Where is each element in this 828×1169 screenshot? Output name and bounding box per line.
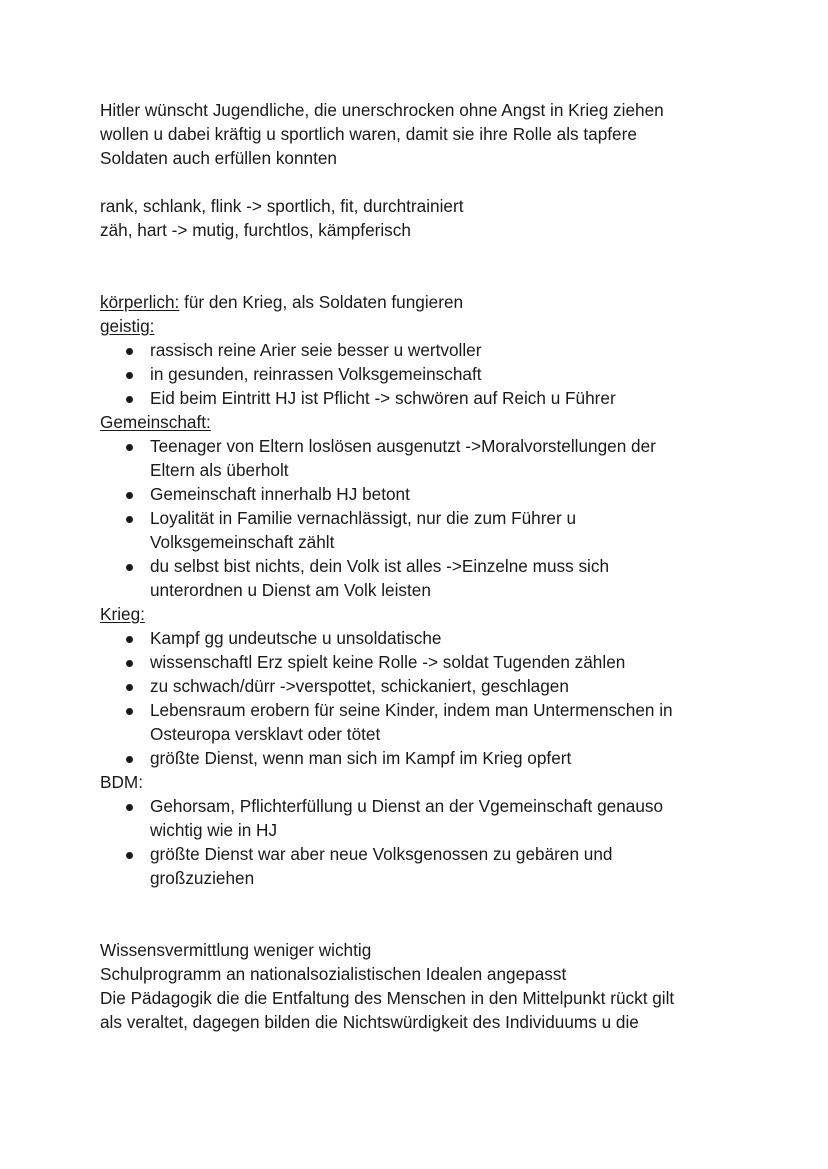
krieg-heading: Krieg: [100,604,145,624]
bullet-icon [126,372,133,379]
list-item-line: Loyalität in Familie vernachlässigt, nur die zum Führer u [150,508,577,528]
bullet-icon [126,348,133,355]
bdm-heading: BDM: [100,772,143,792]
list-item-line: Eltern als überholt [150,460,289,480]
bullet-icon [126,660,133,667]
gemeinschaft-heading: Gemeinschaft: [100,412,211,432]
list-item [100,650,740,674]
krieg-list [100,626,740,770]
list-item [100,386,740,410]
list-item-line: unterordnen u Dienst am Volk leisten [150,580,431,600]
list-item-line: großzuziehen [150,868,255,888]
bullet-icon [126,756,133,763]
blank-lines [100,890,740,938]
closing-paragraph [100,938,740,1034]
koerperlich-heading: körperlich: [100,292,180,312]
gemeinschaft-list [100,434,740,602]
list-item [100,626,740,650]
geistig-heading: geistig: [100,316,155,336]
document-page [100,98,740,1034]
list-item-line: zu schwach/dürr ->verspottet, schickaniert, geschlagen [150,676,569,696]
list-item-line: Gemeinschaft innerhalb HJ betont [150,484,410,504]
intro-line: wollen u dabei kräftig u sportlich waren, damit sie ihre Rolle als tapfere [100,124,637,144]
intro-line: Hitler wünscht Jugendliche, die unerschrocken ohne Angst in Krieg ziehen [100,100,664,120]
bdm-list [100,794,740,890]
list-item [100,794,740,842]
list-item [100,746,740,770]
bullet-icon [126,684,133,691]
bullet-icon [126,852,133,859]
bullet-icon [126,396,133,403]
traits-paragraph [100,194,740,242]
bullet-icon [126,492,133,499]
list-item-line: Eid beim Eintritt HJ ist Pflicht -> schwören auf Reich u Führer [150,388,616,408]
traits-line: zäh, hart -> mutig, furchtlos, kämpferisch [100,220,411,240]
list-item-line: Gehorsam, Pflichterfüllung u Dienst an der Vgemeinschaft genauso [150,796,664,816]
geistig-list [100,338,740,410]
list-item [100,506,740,554]
list-item [100,554,740,602]
bullet-icon [126,708,133,715]
list-item-line: Volksgemeinschaft zählt [150,532,335,552]
list-item [100,842,740,890]
list-item-line: Teenager von Eltern loslösen ausgenutzt ->Moralvorstellungen der [150,436,656,456]
list-item [100,362,740,386]
list-item-line: größte Dienst war aber neue Volksgenossen zu gebären und [150,844,613,864]
list-item-line: rassisch reine Arier seie besser u wertvoller [150,340,482,360]
list-item [100,674,740,698]
blank-lines [100,242,740,290]
list-item-line: in gesunden, reinrassen Volksgemeinschaft [150,364,482,384]
list-item-line: Osteuropa versklavt oder tötet [150,724,381,744]
closing-line: Schulprogramm an nationalsozialistischen Idealen angepasst [100,964,567,984]
intro-paragraph [100,98,740,170]
list-item [100,698,740,746]
list-item-line: Lebensraum erobern für seine Kinder, indem man Untermenschen in [150,700,673,720]
blank-line [100,170,740,194]
koerperlich-text: für den Krieg, als Soldaten fungieren [179,292,464,312]
bullet-icon [126,516,133,523]
intro-line: Soldaten auch erfüllen konnten [100,148,337,168]
bullet-icon [126,804,133,811]
list-item-line: du selbst bist nichts, dein Volk ist alles ->Einzelne muss sich [150,556,610,576]
traits-line: rank, schlank, flink -> sportlich, fit, durchtrainiert [100,196,464,216]
bullet-icon [126,636,133,643]
list-item [100,482,740,506]
list-item [100,434,740,482]
closing-line: als veraltet, dagegen bilden die Nichtswürdigkeit des Individuums u die [100,1012,639,1032]
list-item-line: wissenschaftl Erz spielt keine Rolle -> soldat Tugenden zählen [150,652,626,672]
koerperlich-line [100,290,740,314]
list-item [100,338,740,362]
list-item-line: wichtig wie in HJ [150,820,278,840]
closing-line: Die Pädagogik die die Entfaltung des Menschen in den Mittelpunkt rückt gilt [100,988,675,1008]
closing-line: Wissensvermittlung weniger wichtig [100,940,372,960]
list-item-line: Kampf gg undeutsche u unsoldatische [150,628,442,648]
bullet-icon [126,564,133,571]
bullet-icon [126,444,133,451]
list-item-line: größte Dienst, wenn man sich im Kampf im Krieg opfert [150,748,572,768]
